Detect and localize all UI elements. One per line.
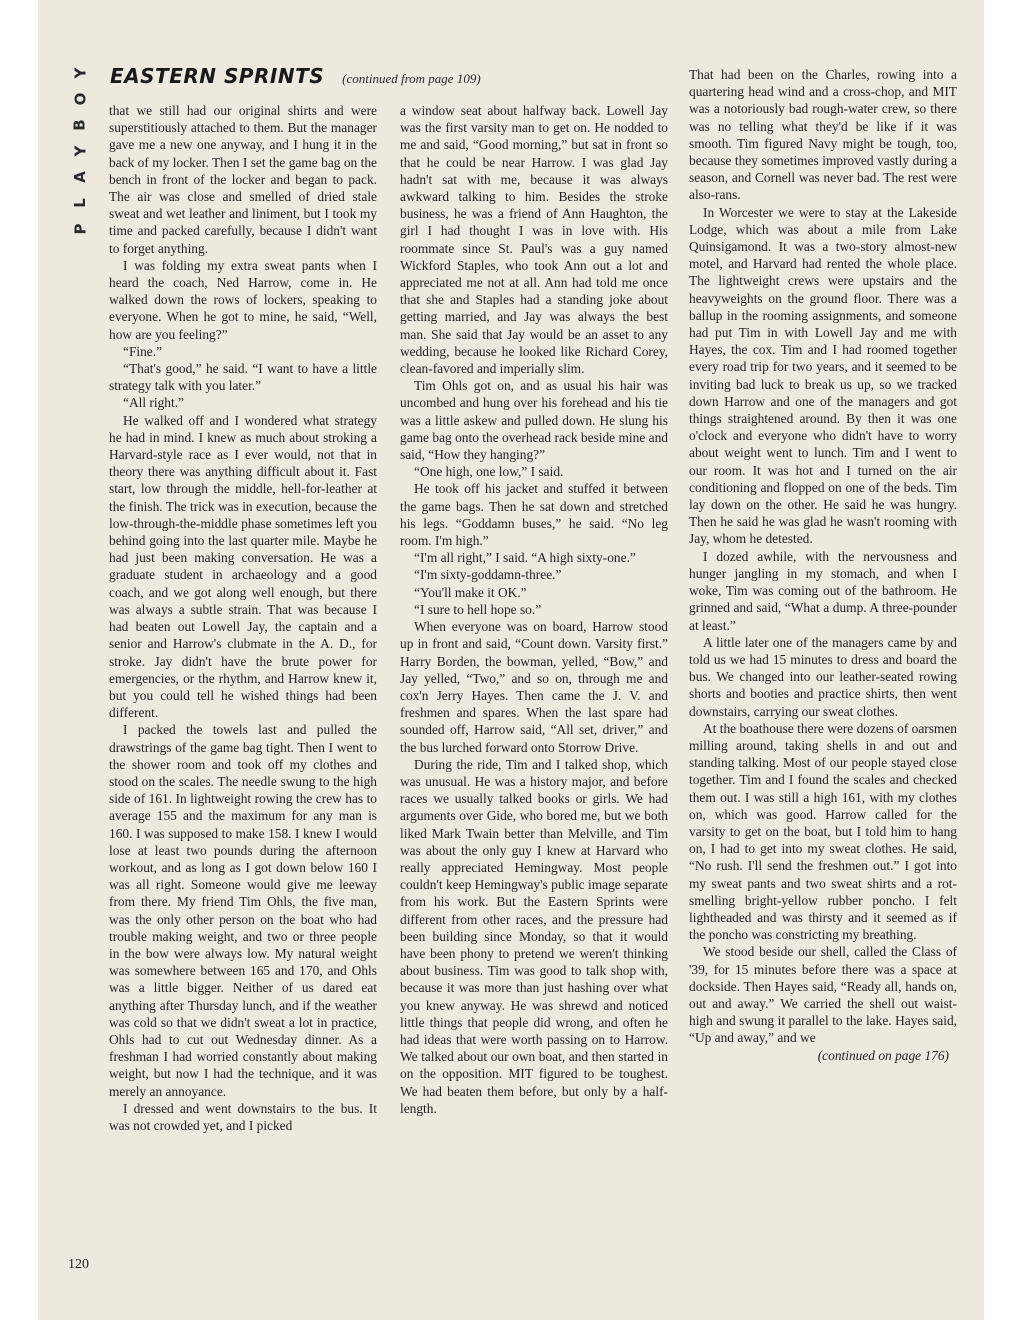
masthead-letter: A (70, 171, 89, 183)
masthead-letter: Y (71, 145, 89, 157)
masthead-letter: L (71, 198, 89, 208)
continued-from-note: (continued from page 109) (342, 71, 481, 86)
article-title: EASTERN SPRINTS (110, 64, 325, 88)
masthead-letter: O (70, 92, 89, 106)
paragraph: We stood beside our shell, called the Class of '39, for 15 minutes before there was a space at dockside. Then Hayes said, “Ready all, hands on, out and away.” We carried the shell out waist-high and swung it parallel to the lake. Hayes said, “Up and away,” and we (689, 944, 957, 1046)
paragraph: I dozed awhile, with the nervousness and hunger jangling in my stomach, and when I woke, Tim was coming out of the bathroom. He grinned and said, “What a dump. A three-pounder at least.” (689, 548, 957, 633)
paragraph: When everyone was on board, Harrow stood up in front and said, “Count down. Varsity first.” Harry Borden, the bowman, yelled, “Bow,” and Jay yelled, “Two,” and so on, through me and cox'n Jerry Hayes. Then came the J. V. and freshmen and spares. When the last spare had sounded off, Harrow said, “All set, driver,” and the bus lurched forward onto Storrow Drive. (400, 619, 668, 755)
paragraph: I dressed and went downstairs to the bus. It was not crowded yet, and I picked (109, 1100, 377, 1133)
masthead-vertical (60, 60, 100, 235)
paragraph: A little later one of the managers came by and told us we had 15 minutes to dress and board the bus. We changed into our leather-seated rowing shorts and booties and practice shirts, then went downstairs, carrying our sweat clothes. (689, 634, 957, 719)
paragraph: I packed the towels last and pulled the drawstrings of the game bag tight. Then I went to the shower room and took off my clothes and stood on the scales. The needle swung to the high side of 161. In lightweight rowing the crew has to average 155 and the maximum for any man is 160. I was supposed to make 158. I knew I would lose at least two pounds during the afternoon workout, and as long as I got down below 160 I was all right. Someone would give me leeway from there. My friend Tim Ohls, the five man, was the only other person on the boat who had trouble making weight, and two or three people in the bow were always low. My natural weight was somewhere between 165 and 170, and Ohls was a little bigger. Neither of us dared eat anything after Thursday lunch, and if the weather was cold so that we didn't sweat a lot in practice, Ohls had to cut out Wednesday dinner. As a freshman I had worried constantly about making weight, but now I had the technique, and it was merely an annoyance. (109, 722, 377, 1099)
paragraph: He walked off and I wondered what strategy he had in mind. I knew as much about stroking a Harvard-style race as I ever would, not that in theory there was anything difficult about it. Fast start, low through the middle, hell-for-leather at the finish. The trick was in execution, because the low-through-the-middle phase sometimes left you behind going into the last quarter mile. Maybe he had just been making conversation. He was a graduate student in archaeology and a good coach, and we got along well enough, but there was always a subtle strain. That was because I had beaten out Lowell Jay, the captain and a senior and Harrow's clubmate in the A. D., for stroke. Jay didn't have the brute power for emergencies, or the rhythm, and Harrow knew it, but you could tell he wished things had been different. (109, 412, 377, 721)
paragraph: I was folding my extra sweat pants when I heard the coach, Ned Harrow, come in. He walked down the rows of lockers, speaking to everyone. When he got to mine, he said, “Well, how are you feeling?” (109, 257, 377, 342)
paragraph: That had been on the Charles, rowing into a quartering head wind and a cross-chop, and MIT was a notoriously bad rough-water crew, so there was no telling what they'd be like if it was smooth. Tim figured Navy might be tough, too, because they sometimes improved vastly during a season, and Cornell was never bad. The rest were also-rans. (689, 67, 957, 203)
paragraph: “I'm sixty-goddamn-three.” (414, 567, 562, 583)
paragraph: “That's good,” he said. “I want to have a little strategy talk with you later.” (109, 361, 377, 394)
paragraph: “All right.” (123, 395, 184, 411)
paragraph: During the ride, Tim and I talked shop, which was unusual. He was a history major, and before races we usually talked books or girls. We had arguments over Gide, who bored me, but we both liked Mark Twain better than Melville, and Tim was about the only guy I knew at Harvard who really appreciated Hemingway. Most people couldn't keep Hemingway's public image separate from his work. But the Eastern Sprints were different from other races, and the pressure had been building since Monday, so that it would have been phony to pretend we weren't thinking about business. Tim was good to talk shop with, because it was more than just hashing over what you knew anyway. He was shrewd and noticed little things that people did wrong, and often he had ideas that were worth passing on to Harrow. We talked about our own boat, and then started in on the opposition. MIT figured to be toughest. We had beaten them before, but only by a half-length. (400, 756, 668, 1116)
paragraph: Tim Ohls got on, and as usual his hair was uncombed and hung over his forehead and his tie was a little askew and pulled down. He slung his game bag onto the overhead rack beside mine and said, “How they hanging?” (400, 378, 668, 463)
paragraph: At the boathouse there were dozens of oarsmen milling around, taking shells in and out and standing talking. Most of our people stayed close together. Tim and I found the scales and checked them out. I was still a high 161, with my clothes on, which was good. Harrow called for the varsity to get on the boat, but I told him to hang on, I had to get into my sweat clothes. He said, “No rush. I'll send the freshmen out.” I got into my sweat pants and two sweat shirts and a rot-smelling bright-yellow rubber poncho. I felt lightheaded and was thirsty and it seemed as if the poncho was constricting my breathing. (689, 720, 957, 943)
paragraph: a window seat about halfway back. Lowell Jay was the first varsity man to get on. He nodded to me and said, “Good morning,” but sat in front so that he could be near Harrow. I was glad Jay hadn't sat with me, because it was always awkward talking to him. Besides the stroke business, he was a friend of Ann Haughton, the girl I had thought I was in love with. His roommate since St. Paul's was a guy named Wickford Staples, who took Ann out a lot and appreciated me not at all. Ann had told me once that she and Staples had a standing joke about getting married, and Jay was always the best man. She said that Jay would be an asset to any wedding, because he looked like Richard Corey, clean-favored and imperially slim. (400, 103, 668, 377)
masthead-letter: P (71, 223, 89, 235)
paragraph: In Worcester we were to stay at the Lakeside Lodge, which was about a mile from Lake Quinsigamond. It was a two-story almost-new motel, and Harvard had rented the whole place. The lightweight crews were upstairs and the heavyweights on the ground floor. There was a ballup in the rooming assignments, and someone had put Tim in with Lowell Jay and me with Hayes, the cox. Tim and I had roomed together every road trip for two years, and it seemed to be inviting bad luck to break us up, so we tracked down Harrow and one of the managers and got things straightened around. By then it was one o'clock and everyone who didn't have to worry about weight went to lunch. Tim and I went to our room. It was hot and I turned on the air conditioning and flopped on one of the beds. Tim lay down on the other. He said he was hungry. Then he said he was glad he wasn't rooming with Jay, whom he detested. (689, 204, 957, 547)
article-header (110, 64, 481, 88)
paragraph: that we still had our original shirts and were superstitiously attached to them. But the manager gave me a new one anyway, and I hung it in the back of my locker. Then I set the game bag on the bench in front of the locker and began to pack. The air was close and smelled of dried stale sweat and wet leather and liniment, but I took my time and packed carefully, because I didn't want to forget anything. (109, 103, 377, 256)
paragraph: “One high, one low,” I said. (414, 464, 564, 480)
text-column-2 (400, 102, 668, 1117)
paragraph: “I'm all right,” I said. “A high sixty-one.” (414, 550, 636, 566)
paragraph: “You'll make it OK.” (414, 584, 527, 600)
text-column-3 (689, 66, 957, 1064)
paragraph: He took off his jacket and stuffed it between the game bags. Then he sat down and stretched his legs. “Goddamn buses,” he said. “No leg room. I'm high.” (400, 481, 668, 549)
paragraph: “Fine.” (123, 343, 163, 359)
page-number: 120 (68, 1257, 89, 1272)
continued-on-note: (continued on page 176) (817, 1047, 949, 1063)
text-column-1 (109, 102, 377, 1134)
masthead-letter: B (71, 119, 89, 131)
masthead-letter: Y (71, 67, 89, 79)
paragraph: “I sure to hell hope so.” (414, 601, 542, 617)
